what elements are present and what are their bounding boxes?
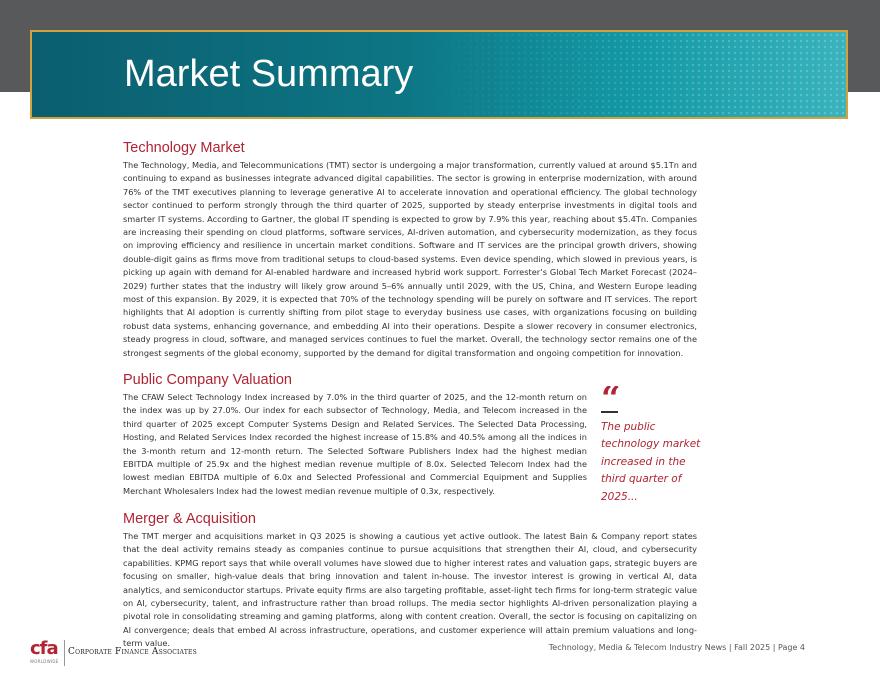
- public-company-valuation-body: The CFAW Select Technology Index increased by 7.0% in the third quarter of 2025, and the 12-month return on the index was up by 27.0%. Our index for each subsector of Technology, Media, and Telecom increased in the third quarter of 2025 except Computer Systems Design and Related Services. The Selected Data Processing, Hosting, and Related Services Index recorded the highest increase of 15.8% and 40.5% among all the indices in the 3-month return and 12-month return. The Selected Software Publishers Index had the highest median EBITDA multiple of 25.9x and the highest median revenue multiple of 8.0x. Selected Telecom Index had the lowest median EBITDA multiple of 6.0x and Selected Professional and Commercial Equipment and Supplies Merchant Wholesalers Index had the lowest median revenue multiple of 0.3x, respectively.: [123, 392, 587, 496]
- banner-dot-pattern: [426, 32, 846, 117]
- page-title: Market Summary: [124, 53, 414, 95]
- title-banner: [30, 30, 848, 119]
- logo-divider: [64, 640, 65, 666]
- quote-mark-icon: “: [601, 386, 621, 408]
- footer-page-info: Technology, Media & Telecom Industry News | Fall 2025 | Page 4: [548, 643, 805, 652]
- public-company-valuation-section: [123, 372, 587, 498]
- public-company-valuation-heading: Public Company Valuation: [123, 372, 292, 388]
- pull-quote: [601, 386, 705, 506]
- merger-acquisition-heading: Merger & Acquisition: [123, 511, 256, 527]
- company-logo: [30, 640, 230, 668]
- technology-market-body: The Technology, Media, and Telecommunications (TMT) sector is undergoing a major transformation, currently valued at around $5.1Tn and continuing to expand as businesses integrate advanced digital capabilities. The sector is growing in enterprise modernization, with around 76% of the TMT executives planning to leverage generative AI to accelerate innovation and operational efficiency. The global technology sector continued to perform strongly through the third quarter of 2025, supported by steady enterprise investments in digital tools and smarter IT systems. According to Gartner, the global IT spending is expected to grow by 7.9% this year, reaching about $5.4Tn. Companies are increasing their spending on cloud platforms, software services, AI-driven automation, and cybersecurity modernization, as they focus on improving efficiency and resilience in uncertain market conditions. Software and IT services are the principal growth drivers, showing double-digit gains as firms move from traditional setups to cloud-based systems. Even device spending, which slowed in previous years, is picking up again with demand for AI-enabled hardware and increased hybrid work support. Forrester’s Global Tech Market Forecast (2024–2029) further states that the industry will likely grow around 5–6% annually until 2029, with the US, China, and Western Europe leading most of this expansion. By 2029, it is expected that 70% of the technology spending will be purely on software and IT services. The report highlights that AI adoption is currently shifting from pilot stage to everyday business use cases, with organizations focusing on building robust data systems, enhancing governance, and embedding AI into their operations. Despite a slower recovery in consumer electronics, steady progress in cloud, software, and managed services continues to fuel the market. Overall, the technology sector remains one of the strongest segments of the global economy, supported by the demand for digital transformation and ongoing competition for innovation.: [123, 160, 697, 358]
- technology-market-heading: Technology Market: [123, 140, 245, 156]
- merger-acquisition-section: [123, 511, 697, 651]
- technology-market-section: [123, 140, 697, 360]
- logo-subtitle: WORLDWIDE: [30, 659, 59, 664]
- merger-acquisition-body: The TMT merger and acquisitions market in Q3 2025 is showing a cautious yet active outlook. The latest Bain & Company report states that the deal activity remains steady as companies continue to pursue acquisitions that strengthen their AI, cloud, and cybersecurity capabilities. KPMG report says that while overall volumes have slowed due to higher interest rates and valuation gaps, strategic buyers are focusing on smaller, high-value deals that bring innovation and talent in-house. The investor interest is growing in vertical AI, data analytics, and semiconductor startups. Private equity firms are also targeting profitable, asset-light tech firms for long-term strategic value on AI, cybersecurity, talent, and infrastructure rather than broad rollups. The media sector highlights AI-driven personalization playing a pivotal role in consolidating streaming and gaming platforms, along with content creation. Overall, the sector is focusing on capitalizing on AI convergence; deals that embed AI across infrastructure, operations, and customer experience will attain premium valuations and long-term value.: [123, 531, 697, 649]
- pull-quote-text: The public technology market increased in the third quarter of 2025...: [601, 421, 701, 503]
- quote-divider: [601, 411, 618, 413]
- logo-mark: cfa: [30, 638, 58, 659]
- company-name: Corporate Finance Associates: [68, 647, 197, 657]
